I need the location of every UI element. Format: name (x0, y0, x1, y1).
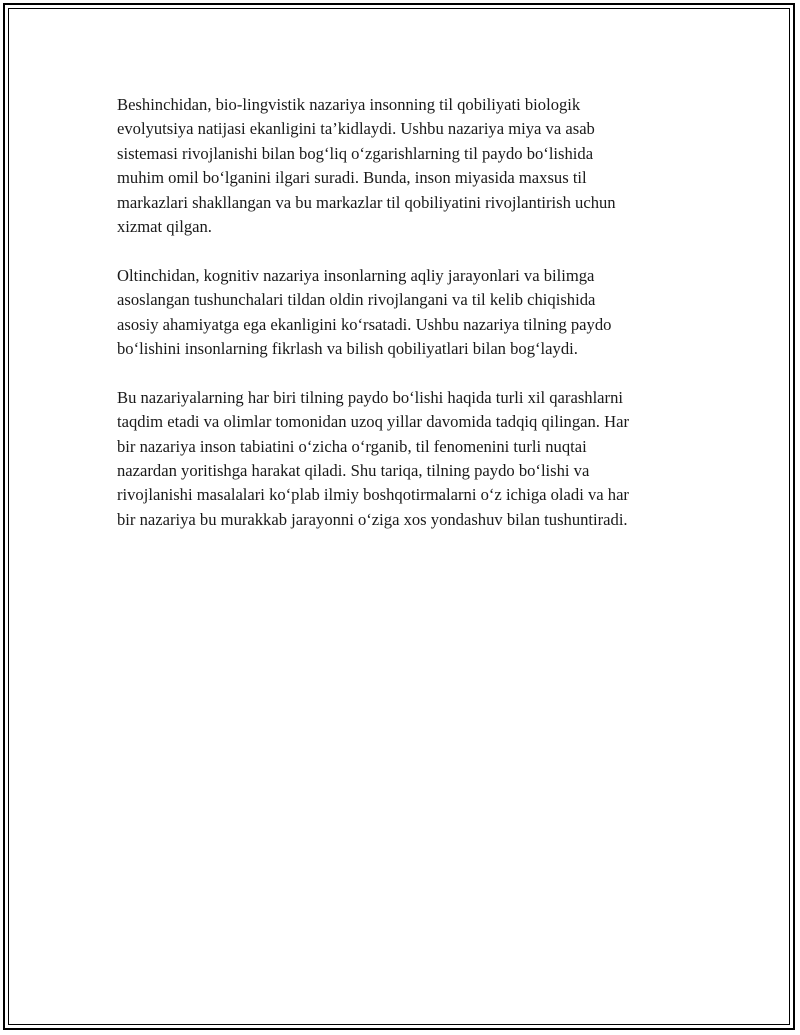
paragraph-cognitive-theory: Oltinchidan, kognitiv nazariya insonlarning aqliy jarayonlari va bilimga asoslangan tushunchalari tildan oldin rivojlangani va til kelib chiqishida asosiy ahamiyatga ega ekanligini ko‘rsatadi. Ushbu nazariya tilning paydo bo‘lishini insonlarning fikrlash va bilish qobiliyatlari bilan bog‘laydi. (117, 265, 612, 359)
paragraph-bio-linguistic-theory: Beshinchidan, bio-lingvistik nazariya insonning til qobiliyati biologik evolyutsiya natijasi ekanligini ta’kidlaydi. Ushbu nazariya miya va asab sistemasi rivojlanishi bilan bog‘liq o‘zgarishlarning til paydo bo‘lishida muhim omil bo‘lganini ilgari suradi. Bunda, inson miyasida maxsus til markazlari shakllangan va bu markazlar til qobiliyatini rivojlantirish uchun xizmat qilgan. (117, 95, 616, 237)
document-body (117, 93, 692, 557)
paragraph-conclusion: Bu nazariyalarning har biri tilning paydo bo‘lishi haqida turli xil qarashlarni taqdim etadi va olimlar tomonidan uzoq yillar davomida tadqiq qilingan. Har bir nazariya inson tabiatini o‘zicha o‘rganib, til fenomenini turli nuqtai nazardan yoritishga harakat qiladi. Shu tariqa, tilning paydo bo‘lishi va rivojlanishi masalalari ko‘plab ilmiy boshqotirmalarni o‘z ichiga oladi va har bir nazariya bu murakkab jarayonni o‘ziga xos yondashuv bilan tushuntiradi. (117, 387, 629, 529)
